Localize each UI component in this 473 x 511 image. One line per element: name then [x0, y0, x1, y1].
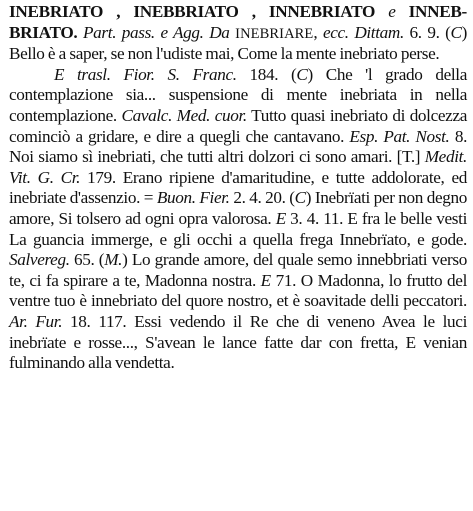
text-run: 179. Erano ripiene d'amaritudine, e tutte addolorate, ed inebriate d'assenzio. =: [9, 167, 467, 208]
italic-run: M.: [104, 250, 123, 270]
text-run: ,: [313, 22, 323, 42]
italic-run: E trasl. Fior. S. Franc.: [54, 64, 237, 84]
text-run: 2. 4. 20. (: [229, 188, 295, 208]
italic-run: C: [294, 188, 306, 208]
text-run: Tutto quasi inebriato di dolcezza cominciò a gridare, e dire a quegli che cantavano.: [9, 105, 467, 146]
headword: INEBRIATO , INEBBRIATO , INNEBRIATO: [9, 2, 389, 21]
italic-run: Medit. Vit. G. Cr.: [9, 147, 467, 187]
text-run: ) Bello è a saper, se non l'udiste mai, Come la mente inebriato perse.: [9, 22, 467, 64]
entry-paragraph-2: [9, 65, 467, 374]
text-run: 6. 9. (: [403, 22, 451, 42]
text-run: 184. (: [236, 64, 297, 84]
text-run: 71. O Madonna, lo frutto del ventre tuo è innebriato del quore nostro, et è soavitade delli peccatori.: [9, 270, 468, 311]
italic-run: e: [388, 2, 396, 21]
italic-run: Ar. Fur.: [9, 311, 63, 331]
italic-run: E: [275, 208, 286, 228]
headword: INNEB-BRIATO.: [9, 2, 467, 42]
italic-run: Salvereg.: [9, 250, 70, 270]
italic-run: Buon. Fier.: [156, 188, 230, 208]
italic-run: ecc. Dittam.: [322, 22, 404, 42]
entry-paragraph-1: [9, 2, 467, 65]
text-run: 8. Noi siamo sì inebriati, che tutti altri dolzori ci sono amari. [T.]: [9, 126, 468, 167]
text-run: 65. (: [69, 250, 105, 270]
text-run: 18. 117. Essi vedendo il Re che di veneno Avea le luci inebrïate e rosse..., S'avean le lance fatte dar con fretta, E venian fulminando alla vendetta.: [9, 311, 468, 373]
italic-run: C: [296, 64, 308, 84]
italic-run: E: [260, 270, 271, 290]
text-run: ) Inebrïati per non degno amore, Si tolsero ad ogni opra valorosa.: [9, 188, 467, 228]
italic-run: Part. pass. e Agg. Da: [83, 22, 230, 42]
small-caps-run: INEBRIARE: [235, 25, 314, 42]
text-run: ) Lo grande amore, del quale semo innebbriati verso te, ci fa spirare a te, Madonna nostra.: [9, 250, 467, 290]
italic-run: C: [450, 22, 462, 42]
italic-run: Cavalc. Med. cuor.: [121, 105, 247, 125]
text-run: 3. 4. 11. E fra le belle vesti La guancia immerge, e gli occhi a quella frega Innebrïato, e gode.: [9, 208, 467, 249]
text-run: ) Che 'l grado della contemplazione sia... suspensione di mente inebriata in nella contemplazione.: [9, 64, 467, 125]
italic-run: Esp. Pat. Nost.: [349, 126, 450, 146]
